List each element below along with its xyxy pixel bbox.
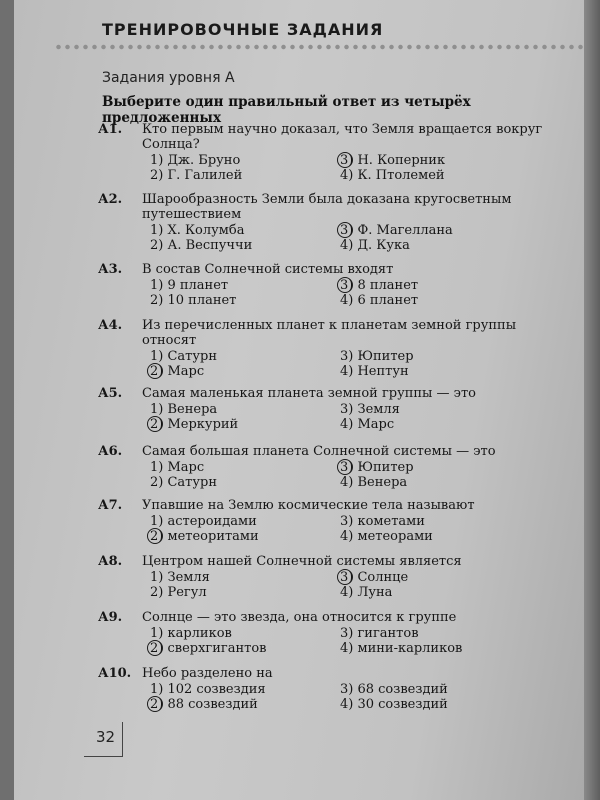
answer-option: 1) Земля bbox=[150, 570, 210, 585]
answer-option: 2) 10 планет bbox=[150, 293, 237, 308]
question-text: Солнце — это звезда, она относится к группе bbox=[142, 610, 457, 625]
question-text: Центром нашей Солнечной системы является bbox=[142, 554, 462, 569]
question-5 bbox=[98, 386, 568, 433]
answer-option: 4) Венера bbox=[340, 475, 408, 490]
instruction-text: Выберите один правильный ответ из четырёх предложенных bbox=[102, 94, 471, 126]
question-number: А10. bbox=[98, 666, 132, 681]
question-number: А6. bbox=[98, 444, 123, 459]
answer-option: 3) гигантов bbox=[340, 626, 419, 641]
question-number: А7. bbox=[98, 498, 123, 513]
answer-option: 3) Земля bbox=[340, 402, 400, 417]
answer-options bbox=[150, 348, 568, 380]
question-number: А8. bbox=[98, 554, 123, 569]
question-text: В состав Солнечной системы входят bbox=[142, 262, 394, 277]
question-6 bbox=[98, 444, 568, 491]
answer-option-circled: 2) Меркурий bbox=[150, 417, 239, 432]
answer-options bbox=[150, 513, 568, 545]
textbook-page bbox=[14, 0, 584, 800]
question-text: Самая маленькая планета земной группы — это bbox=[142, 386, 476, 401]
page-header: ТРЕНИРОВОЧНЫЕ ЗАДАНИЯ bbox=[102, 20, 384, 39]
dotted-divider bbox=[54, 44, 584, 50]
question-text: Шарообразность Земли была доказана кругосветным путешествием bbox=[142, 192, 512, 222]
question-7 bbox=[98, 498, 568, 545]
answer-option: 2) Сатурн bbox=[150, 475, 217, 490]
answer-options bbox=[150, 277, 568, 309]
question-number: А5. bbox=[98, 386, 123, 401]
question-2 bbox=[98, 192, 568, 254]
answer-option: 2) Регул bbox=[150, 585, 207, 600]
answer-option: 1) астероидами bbox=[150, 514, 257, 529]
level-heading: Задания уровня А bbox=[102, 70, 235, 86]
question-text: Самая большая планета Солнечной системы — это bbox=[142, 444, 496, 459]
answer-option-circled: 3) 8 планет bbox=[340, 278, 419, 293]
answer-option: 2) А. Веспуччи bbox=[150, 238, 253, 253]
next-page-edge bbox=[584, 0, 600, 800]
answer-option: 3) кометами bbox=[340, 514, 425, 529]
answer-option-circled: 2) Марс bbox=[150, 364, 205, 379]
answer-option-circled: 2) метеоритами bbox=[150, 529, 259, 544]
answer-option: 4) мини-карликов bbox=[340, 641, 463, 656]
answer-options bbox=[150, 625, 568, 657]
answer-option: 4) Д. Кука bbox=[340, 238, 410, 253]
question-number: А9. bbox=[98, 610, 123, 625]
answer-option: 1) Дж. Бруно bbox=[150, 153, 241, 168]
question-number: А4. bbox=[98, 318, 123, 333]
question-1 bbox=[98, 122, 568, 184]
question-text: Упавшие на Землю космические тела называют bbox=[142, 498, 475, 513]
question-3 bbox=[98, 262, 568, 309]
question-4 bbox=[98, 318, 568, 380]
answer-option-circled: 3) Юпитер bbox=[340, 460, 414, 475]
answer-option: 3) Юпитер bbox=[340, 349, 414, 364]
answer-option: 4) К. Птолемей bbox=[340, 168, 445, 183]
page-number: 32 bbox=[96, 728, 116, 746]
answer-options bbox=[150, 401, 568, 433]
answer-options bbox=[150, 569, 568, 601]
answer-option: 1) 9 планет bbox=[150, 278, 229, 293]
answer-option: 1) 102 созвездия bbox=[150, 682, 266, 697]
answer-option: 1) Х. Колумба bbox=[150, 223, 245, 238]
answer-option: 1) Марс bbox=[150, 460, 205, 475]
answer-option: 3) 68 созвездий bbox=[340, 682, 448, 697]
answer-option: 4) Нептун bbox=[340, 364, 409, 379]
answer-option: 1) карликов bbox=[150, 626, 232, 641]
question-10 bbox=[98, 666, 568, 713]
question-number: А3. bbox=[98, 262, 123, 277]
answer-option: 4) 30 созвездий bbox=[340, 697, 448, 712]
question-9 bbox=[98, 610, 568, 657]
answer-options bbox=[150, 681, 568, 713]
answer-options bbox=[150, 222, 568, 254]
answer-option-circled: 3) Н. Коперник bbox=[340, 153, 446, 168]
question-text: Из перечисленных планет к планетам земной группы относят bbox=[142, 318, 517, 348]
answer-option: 1) Сатурн bbox=[150, 349, 217, 364]
question-text: Кто первым научно доказал, что Земля вращается вокруг Солнца? bbox=[142, 122, 543, 152]
answer-option-circled: 3) Ф. Магеллана bbox=[340, 223, 453, 238]
answer-option-circled: 2) 88 созвездий bbox=[150, 697, 258, 712]
answer-option: 2) Г. Галилей bbox=[150, 168, 243, 183]
answer-option: 1) Венера bbox=[150, 402, 218, 417]
answer-options bbox=[150, 152, 568, 184]
question-8 bbox=[98, 554, 568, 601]
question-text: Небо разделено на bbox=[142, 666, 273, 681]
answer-option-circled: 2) сверхгигантов bbox=[150, 641, 267, 656]
answer-option: 4) Марс bbox=[340, 417, 395, 432]
answer-option: 4) метеорами bbox=[340, 529, 433, 544]
answer-options bbox=[150, 459, 568, 491]
question-number: А2. bbox=[98, 192, 123, 207]
answer-option-circled: 3) Солнце bbox=[340, 570, 409, 585]
question-number: А1. bbox=[98, 122, 123, 137]
answer-option: 4) Луна bbox=[340, 585, 393, 600]
answer-option: 4) 6 планет bbox=[340, 293, 419, 308]
